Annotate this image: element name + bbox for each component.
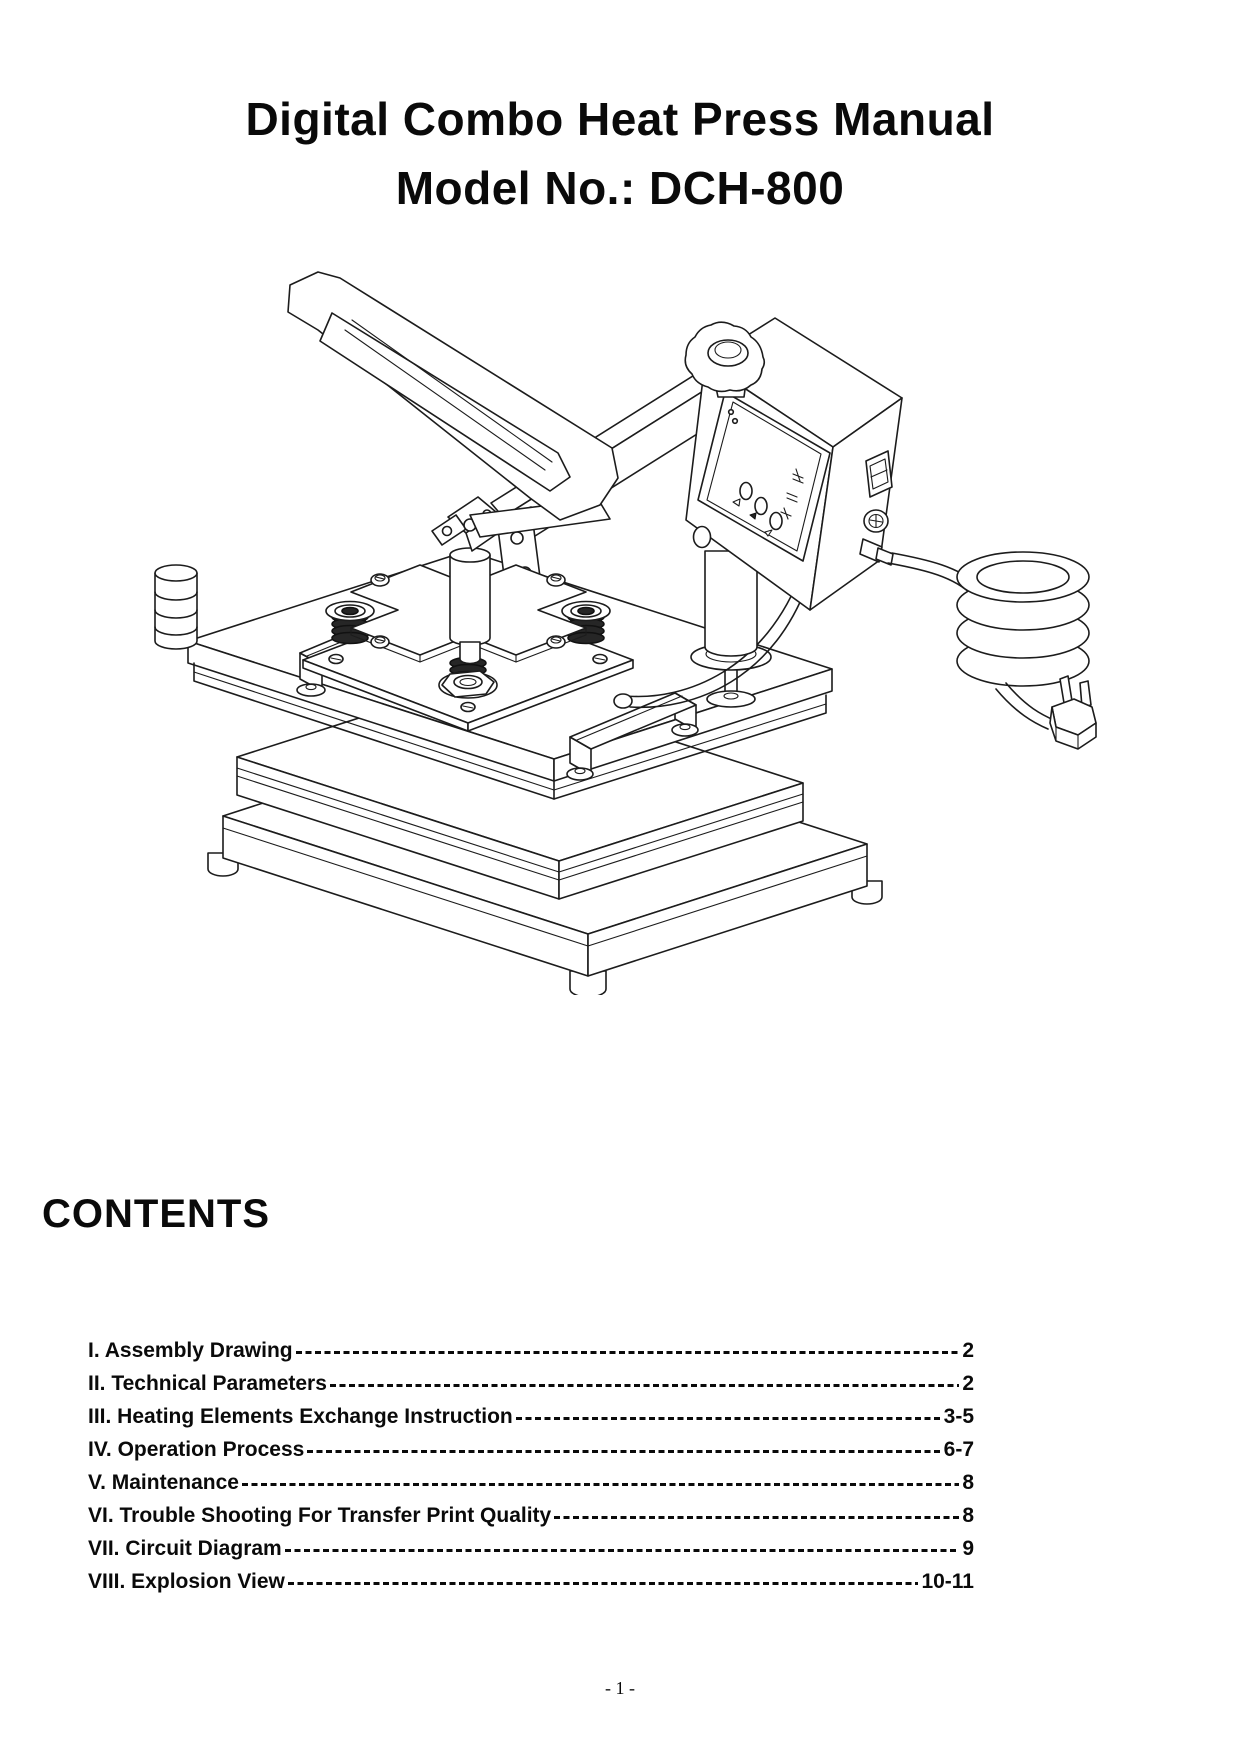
toc-entry xyxy=(88,1466,974,1499)
toc-entry xyxy=(88,1565,974,1598)
table-of-contents xyxy=(88,1334,974,1598)
toc-entry xyxy=(88,1367,974,1400)
toc-entry-page: 6-7 xyxy=(943,1437,974,1461)
toc-entry-label: III. Heating Elements Exchange Instruction xyxy=(88,1404,513,1428)
toc-entry-page: 8 xyxy=(962,1503,974,1527)
toc-entry-label: I. Assembly Drawing xyxy=(88,1338,293,1362)
handle xyxy=(288,272,618,537)
toc-leader-dashes xyxy=(242,1483,959,1486)
toc-leader-dashes xyxy=(307,1450,940,1453)
toc-leader-dashes xyxy=(288,1582,919,1585)
title-block xyxy=(0,92,1240,216)
toc-entry xyxy=(88,1433,974,1466)
led-indicator xyxy=(729,410,734,415)
led-indicator xyxy=(733,419,738,424)
heat-press-drawing xyxy=(130,255,1110,995)
contents-heading: CONTENTS xyxy=(42,1192,270,1236)
power-plug xyxy=(996,676,1096,749)
toc-entry xyxy=(88,1400,974,1433)
center-nut xyxy=(439,671,497,698)
toc-entry-label: IV. Operation Process xyxy=(88,1437,305,1461)
fuse-holder xyxy=(864,510,888,532)
toc-entry-label: II. Technical Parameters xyxy=(88,1371,327,1395)
toc-entry-page: 8 xyxy=(962,1470,974,1494)
toc-leader-dashes xyxy=(554,1516,959,1519)
toc-entry-label: VIII. Explosion View xyxy=(88,1569,285,1593)
toc-entry-label: V. Maintenance xyxy=(88,1470,239,1494)
toc-entry-label: VII. Circuit Diagram xyxy=(88,1536,282,1560)
model-number: Model No.: DCH-800 xyxy=(395,162,845,215)
grip-post xyxy=(155,565,197,649)
toc-entry-page: 2 xyxy=(962,1338,974,1362)
toc-entry xyxy=(88,1499,974,1532)
toc-leader-dashes xyxy=(285,1549,960,1552)
coiled-cord xyxy=(957,552,1089,686)
toc-entry-label: VI. Trouble Shooting For Transfer Print Quality xyxy=(88,1503,552,1527)
toc-entry xyxy=(88,1532,974,1565)
toc-leader-dashes xyxy=(516,1417,941,1420)
page-number: - 1 - xyxy=(605,1678,635,1698)
document-title: Digital Combo Heat Press Manual xyxy=(245,93,995,145)
toc-leader-dashes xyxy=(296,1351,960,1354)
toc-entry-page: 10-11 xyxy=(921,1569,974,1593)
front-hole xyxy=(694,527,711,548)
toc-leader-dashes xyxy=(330,1384,959,1387)
toc-entry-page: 2 xyxy=(962,1371,974,1395)
toc-entry-page: 3-5 xyxy=(943,1404,974,1428)
toc-entry xyxy=(88,1334,974,1367)
toc-entry-page: 9 xyxy=(962,1536,974,1560)
